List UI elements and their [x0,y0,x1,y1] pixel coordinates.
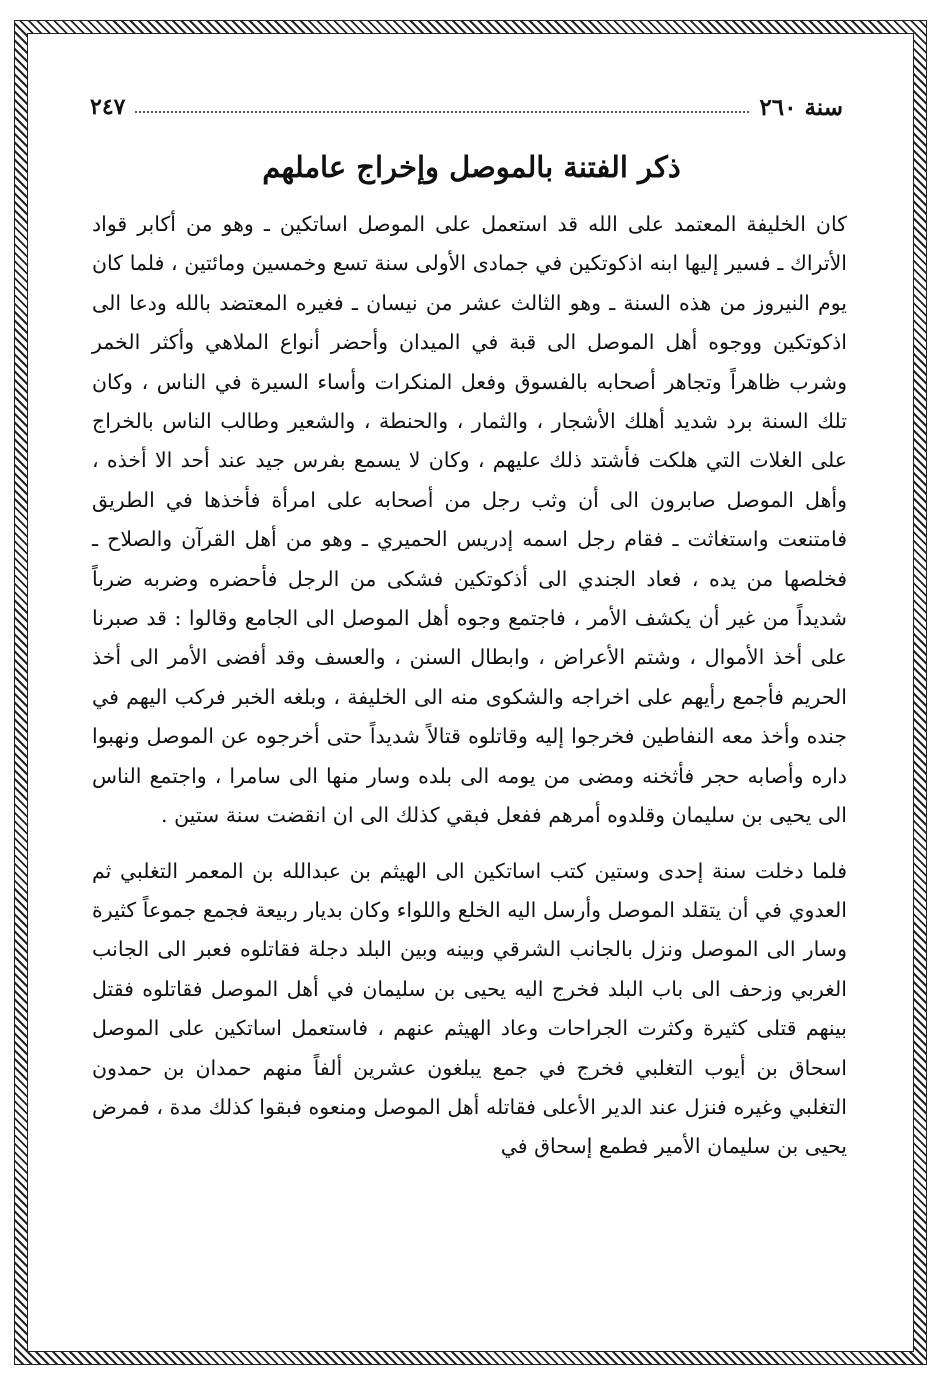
paragraph-1: كان الخليفة المعتمد على الله قد استعمل على الموصل اساتكين ـ وهو من أكابر قواد الأتراك ـ فسير إليها ابنه اذكوتكين في جمادى الأولى سنة تسع وخمسين ومائتين ، فلما كان يوم النيروز من هذه السنة ـ وهو الثالث عشر من نيسان ـ فغيره المعتضد بالله ودعا الى اذكوتكين ووجوه أهل الموصل الى قبة في الميدان وأحضر أنواع الملاهي وأكثر الخمر وشرب ظاهراً وتجاهر أصحابه بالفسوق وفعل المنكرات وأساء السيرة في الناس ، وكان تلك السنة برد شديد أهلك الأشجار ، والثمار ، والحنطة ، والشعير وطالب الناس بالخراج على الغلات التي هلكت فأشتد ذلك عليهم ، وكان لا يسمع بفرس جيد عند أحد الا أخذه ، وأهل الموصل صابرون الى أن وثب رجل من أصحابه على امرأة فأخذها في الطريق فامتنعت واستغاثت ـ فقام رجل اسمه إدريس الحميري ـ وهو من أهل القرآن والصلاح ـ فخلصها من يده ، فعاد الجندي الى أذكوتكين فشكى من الرجل فأحضره وضربه ضرباً شديداً من غير أن يكشف الأمر ، فاجتمع وجوه أهل الموصل الى الجامع وقالوا : قد صبرنا على أخذ الأموال ، وشتم الأعراض ، وابطال السنن ، والعسف وقد أفضى الأمر الى أخذ الحريم فأجمع رأيهم على اخراجه والشكوى منه الى الخليفة ، وبلغه الخبر فركب اليهم في جنده وأخذ معه النفاطين فخرجوا إليه وقاتلوه قتالاً شديداً حتى أخرجوه عن الموصل ونهبوا داره وأصابه حجر فأثخنه ومضى من يومه الى بلده وسار منها الى سامرا ، واجتمع الناس الى يحيى بن سليمان وقلدوه أمرهم ففعل فبقي كذلك الى ان انقضت سنة ستين . [92,212,847,828]
section-heading: ذكر الفتنة بالموصل وإخراج عاملهم [262,150,681,184]
paragraph-2: فلما دخلت سنة إحدى وستين كتب اساتكين الى الهيثم بن عبدالله بن المعمر التغلبي ثم العدوي في أن يتقلد الموصل وأرسل اليه الخلع واللواء وكان بديار ربيعة فجمع جموعاً كثيرة وسار الى الموصل ونزل بالجانب الشرقي وبينه وبين البلد دجلة فقاتلوه فعبر الى الجانب الغربي وزحف الى باب البلد فخرج اليه يحيى بن سليمان في أهل الموصل فقاتلوه فقتل بينهم قتلى كثيرة وكثرت الجراحات وعاد الهيثم عنهم ، فاستعمل اساتكين على الموصل اسحاق بن أيوب التغلبي فخرج في جمع يبلغون عشرين ألفاً منهم حمدان بن حمدون التغلبي وغيره فنزل عند الدير الأعلى فقاتله أهل الموصل ومنعوه فبقوا كذلك مدة ، فمرض يحيى بن سليمان الأمير فطمع إسحاق في [92,858,847,1159]
running-header [90,92,843,122]
header-dotted-rule [135,111,749,113]
body-text [92,205,847,1167]
running-title: سنة ٢٦٠ [759,93,843,121]
page-number: ٢٤٧ [90,94,126,120]
